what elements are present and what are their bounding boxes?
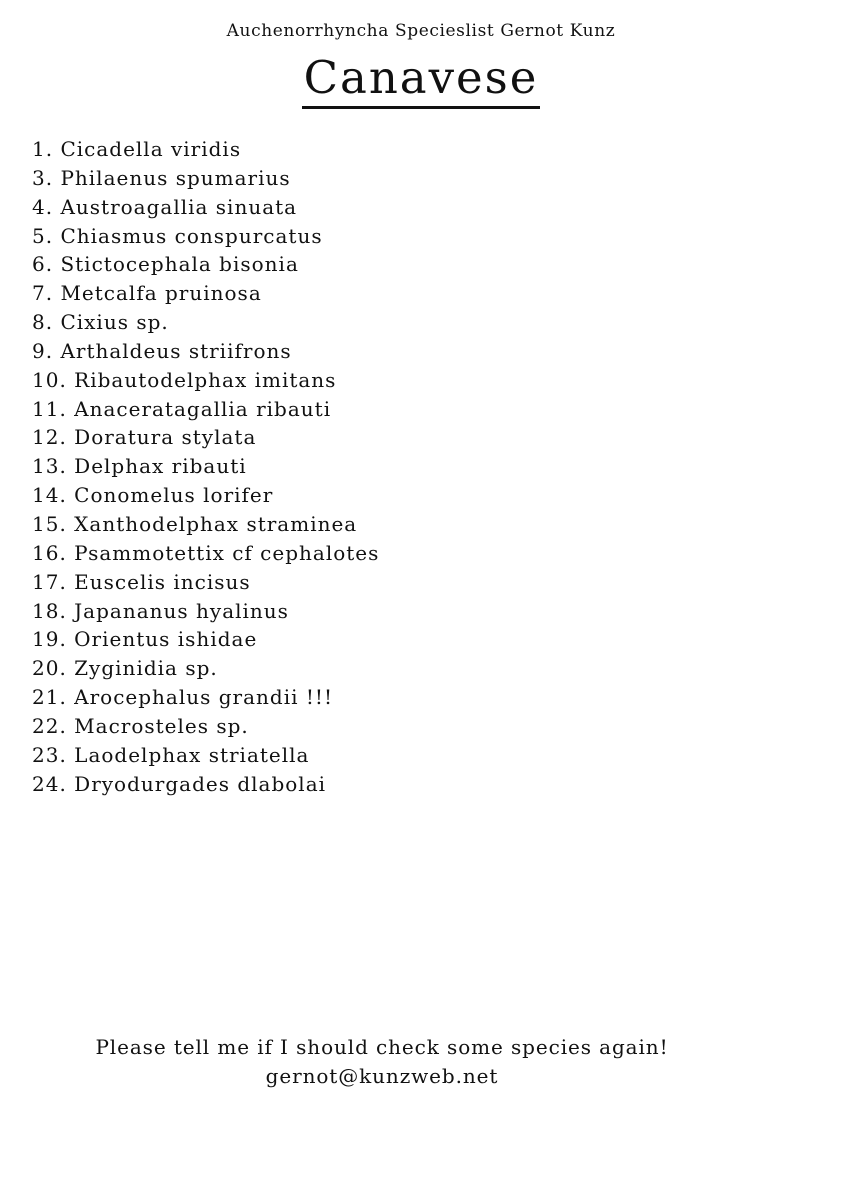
species-item: 7. Metcalfa pruinosa	[32, 281, 262, 306]
species-item: 20. Zyginidia sp.	[32, 656, 218, 681]
species-list	[32, 135, 379, 798]
species-item: 14. Conomelus lorifer	[32, 483, 274, 508]
species-item: 18. Japananus hyalinus	[32, 598, 289, 623]
title-container	[0, 50, 842, 109]
species-item: 22. Macrosteles sp.	[32, 713, 249, 738]
species-item: 6. Stictocephala bisonia	[32, 252, 299, 277]
species-item: 12. Doratura stylata	[32, 425, 257, 450]
species-item: 24. Dryodurgades dlabolai	[32, 771, 327, 796]
species-item: 15. Xanthodelphax straminea	[32, 511, 358, 536]
footer-email: gernot@kunzweb.net	[265, 1064, 499, 1088]
species-item: 1. Cicadella viridis	[32, 137, 242, 161]
document-header: Auchenorrhyncha Specieslist Gernot Kunz	[226, 21, 616, 41]
species-item: 9. Arthaldeus striifrons	[32, 338, 292, 363]
page-title: Canavese	[302, 50, 541, 109]
species-item: 5. Chiasmus conspurcatus	[32, 223, 323, 248]
species-item: 23. Laodelphax striatella	[32, 742, 310, 767]
species-item: 13. Delphax ribauti	[32, 454, 247, 479]
species-item: 21. Arocephalus grandii !!!	[32, 685, 333, 710]
species-item: 3. Philaenus spumarius	[32, 165, 291, 190]
species-item: 11. Anaceratagallia ribauti	[32, 396, 332, 421]
species-item: 10. Ribautodelphax imitans	[32, 367, 337, 392]
species-item: 4. Austroagallia sinuata	[32, 194, 298, 219]
species-item: 19. Orientus ishidae	[32, 627, 258, 652]
species-item: 16. Psammotettix cf cephalotes	[32, 540, 380, 565]
footer-message: Please tell me if I should check some species again!	[95, 1035, 669, 1059]
species-item: 17. Euscelis incisus	[32, 569, 251, 594]
species-item: 8. Cixius sp.	[32, 310, 169, 335]
footer	[0, 1033, 764, 1091]
